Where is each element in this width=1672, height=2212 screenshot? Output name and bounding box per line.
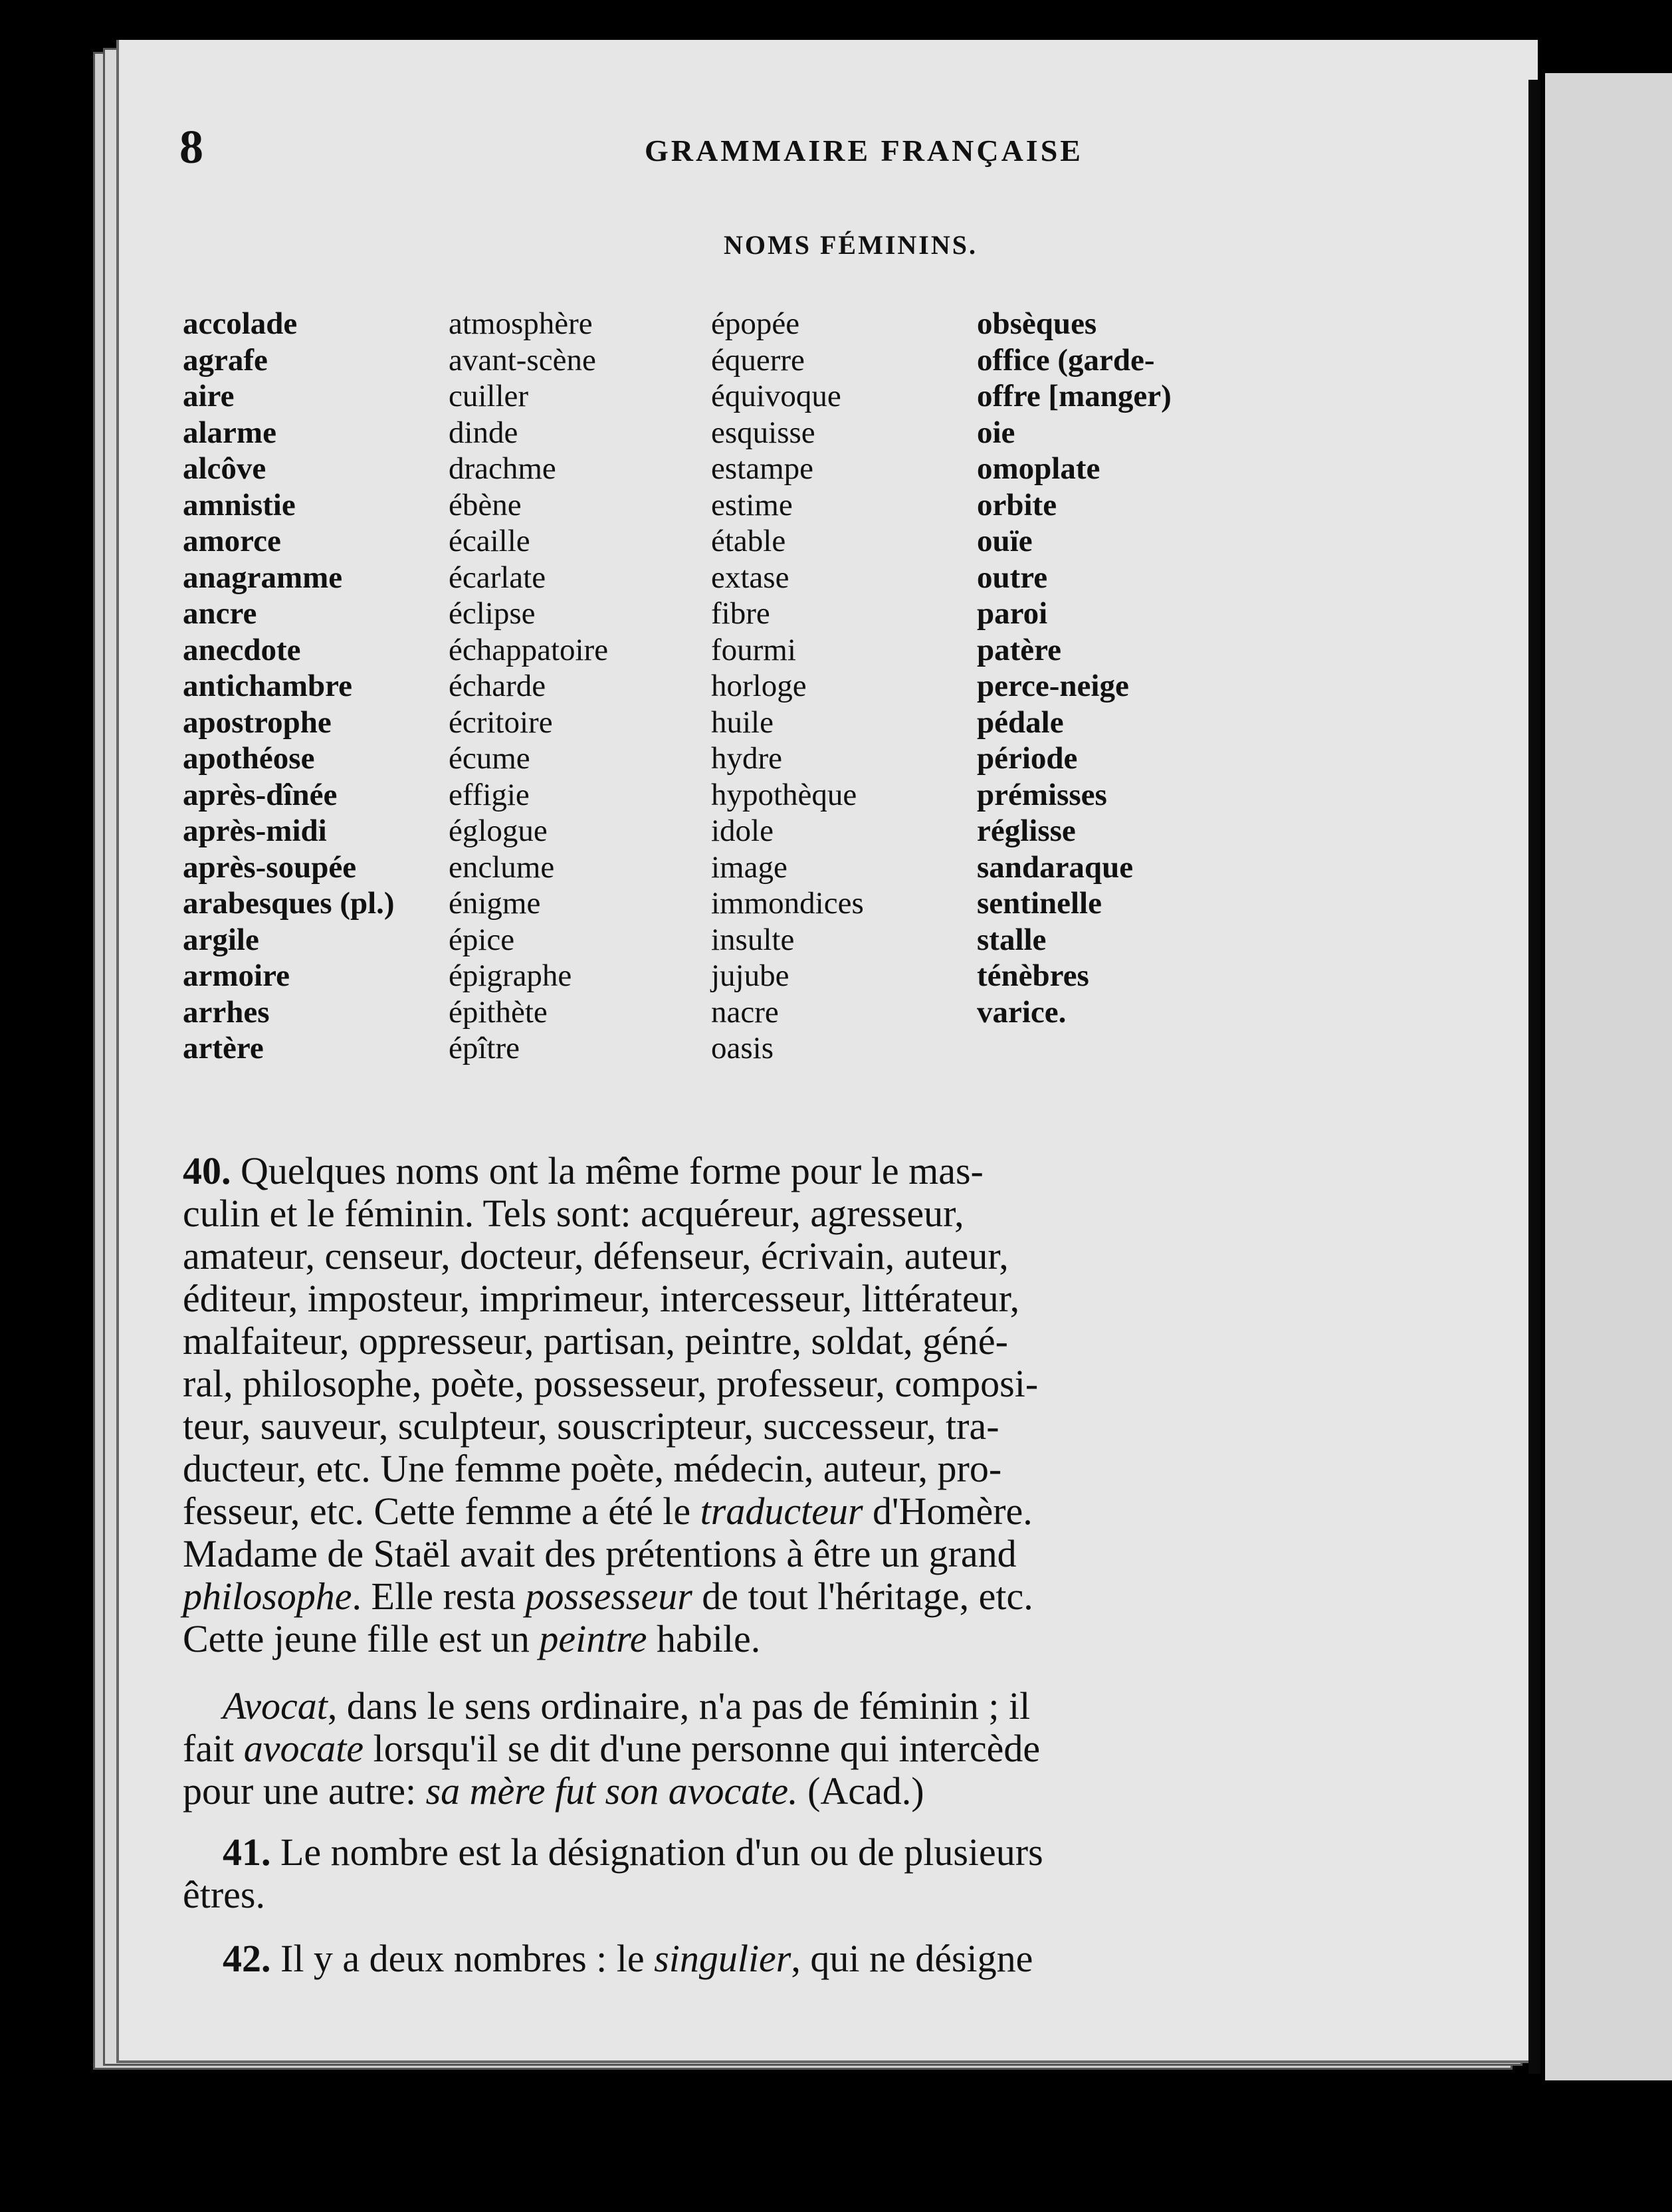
- word-entry: ébène: [449, 487, 522, 522]
- word-entry: enclume: [449, 849, 555, 885]
- italic-term: Avocat: [223, 1684, 328, 1727]
- word-entry: épître: [449, 1031, 520, 1065]
- word-entry: amorce: [183, 524, 281, 558]
- text-line: Madame de Staël avait des prétentions à être un grand: [183, 1532, 1017, 1575]
- italic-term: philosophe: [183, 1575, 352, 1618]
- word-entry: atmosphère: [449, 306, 593, 341]
- word-entry: patère: [977, 632, 1062, 667]
- word-entry: oie: [977, 415, 1015, 450]
- word-entry: après-midi: [183, 814, 327, 848]
- text-line: teur, sauveur, sculpteur, souscripteur, successeur, tra-: [183, 1404, 999, 1448]
- text-line: ral, philosophe, poète, possesseur, professeur, composi-: [183, 1362, 1039, 1405]
- word-entry: pédale: [977, 705, 1064, 740]
- section-title: NOMS FÉMININS.: [723, 230, 978, 260]
- word-entry: écarlate: [449, 560, 546, 595]
- word-entry: anecdote: [183, 632, 301, 667]
- word-entry: ouïe: [977, 524, 1033, 558]
- word-entry: après-dînée: [183, 777, 338, 812]
- facing-page-edge: [1545, 73, 1672, 2080]
- word-entry: esquisse: [711, 415, 815, 450]
- word-entry: anagramme: [183, 560, 343, 595]
- word-entry: drachme: [449, 451, 556, 486]
- word-entry: écharde: [449, 669, 546, 703]
- word-entry: écaille: [449, 524, 530, 558]
- word-entry: stalle: [977, 922, 1047, 957]
- book-gutter: [1528, 80, 1540, 2074]
- word-entry: écritoire: [449, 705, 553, 740]
- word-entry: énigme: [449, 886, 541, 921]
- word-entry: antichambre: [183, 669, 353, 703]
- paragraph-40: 40. Quelques noms ont la même forme pour le mas- culin et le féminin. Tels sont: acquéreur, agresseur, amateur, censeur, docteur, défenseur, écrivain, auteur, éditeur, imposteur, imprimeur, intercesseur, littérateur, malfaiteur, oppresseur, partisan, peintre, soldat, géné- ral, philosophe, poète, possesseur, professeur, composi- teur, sauveur, sculpteur, souscripteur, successeur, tra- ducteur, etc. Une femme poète, médecin, auteur, pro- fesseur, etc. Cette femme a été le traducteur d'Homère. Madame de Staël avait des prétentions à être un grand philosophe. Elle resta possesseur de tout l'héritage, etc. Cette jeune fille est un peintre habile.: [183, 1150, 1359, 1660]
- page-number: 8: [179, 120, 203, 173]
- word-entry: argile: [183, 922, 259, 957]
- word-entry: écume: [449, 741, 530, 776]
- italic-term: traducteur: [700, 1490, 863, 1533]
- word-entry: alarme: [183, 415, 276, 450]
- word-entry: églogue: [449, 814, 548, 848]
- word-entry: estampe: [711, 451, 813, 486]
- word-entry: aire: [183, 379, 235, 413]
- word-entry: immondices: [711, 886, 864, 921]
- word-entry: varice.: [977, 994, 1067, 1030]
- word-entry: ténèbres: [977, 958, 1089, 993]
- word-entry: obsèques: [977, 306, 1097, 341]
- word-entry: épithète: [449, 994, 548, 1030]
- word-entry: artère: [183, 1031, 264, 1065]
- word-entry: sentinelle: [977, 886, 1102, 921]
- text-line: fesseur, etc. Cette femme a été le: [183, 1490, 700, 1533]
- paragraph-number: 41.: [223, 1830, 271, 1874]
- word-entry: fourmi: [711, 632, 796, 667]
- word-entry: horloge: [711, 669, 807, 703]
- word-column-4: [977, 306, 1172, 1030]
- italic-term: avocate: [243, 1727, 364, 1770]
- word-entry: période: [977, 741, 1078, 776]
- word-entry: office (garde-: [977, 342, 1155, 378]
- italic-example: sa mère fut son avocate.: [425, 1769, 798, 1813]
- word-entry: orbite: [977, 487, 1057, 522]
- text-line: ducteur, etc. Une femme poète, médecin, auteur, pro-: [183, 1447, 1002, 1490]
- word-entry: agrafe: [183, 342, 268, 378]
- word-entry: prémisses: [977, 777, 1107, 812]
- word-entry: apothéose: [183, 741, 315, 776]
- word-entry: arrhes: [183, 994, 270, 1030]
- word-entry: épigraphe: [449, 958, 572, 993]
- word-entry: outre: [977, 560, 1048, 595]
- word-entry: équerre: [711, 342, 805, 378]
- italic-term: peintre: [539, 1617, 647, 1660]
- word-column-2: [449, 306, 608, 1067]
- word-entry: avant-scène: [449, 342, 596, 378]
- word-entry: réglisse: [977, 814, 1076, 848]
- word-entry: huile: [711, 705, 774, 740]
- paragraph-41: 41. Le nombre est la désignation d'un ou de plusieurs êtres.: [183, 1831, 1359, 1916]
- word-entry: omoplate: [977, 451, 1100, 486]
- word-entry: dinde: [449, 415, 518, 450]
- word-entry: arabesques (pl.): [183, 886, 395, 921]
- word-column-3: [711, 306, 864, 1067]
- word-entry: hydre: [711, 741, 783, 776]
- word-entry: éclipse: [449, 596, 536, 631]
- word-entry: estime: [711, 487, 793, 522]
- word-entry: idole: [711, 814, 774, 848]
- word-entry: effigie: [449, 777, 530, 812]
- word-entry: échappatoire: [449, 632, 609, 667]
- word-entry: étable: [711, 524, 786, 558]
- word-entry: perce-neige: [977, 669, 1129, 703]
- paragraph-number: 40.: [183, 1149, 231, 1192]
- text-line: amateur, censeur, docteur, défenseur, écrivain, auteur,: [183, 1234, 1009, 1277]
- word-entry: insulte: [711, 922, 795, 957]
- word-entry: amnistie: [183, 487, 296, 522]
- word-entry: offre [manger): [977, 379, 1172, 413]
- word-entry: extase: [711, 560, 789, 595]
- word-entry: image: [711, 849, 787, 885]
- word-entry: cuiller: [449, 379, 529, 413]
- word-entry: épopée: [711, 306, 800, 341]
- paragraph-number: 42.: [223, 1937, 271, 1980]
- word-entry: accolade: [183, 306, 298, 341]
- italic-term: singulier: [654, 1937, 791, 1980]
- italic-term: possesseur: [525, 1575, 692, 1618]
- word-entry: épice: [449, 922, 515, 957]
- text-line: malfaiteur, oppresseur, partisan, peintre, soldat, géné-: [183, 1319, 1008, 1363]
- paragraph-avocat: Avocat, dans le sens ordinaire, n'a pas de féminin ; il fait avocate lorsqu'il se dit d'une personne qui intercède pour une autre: sa mère fut son avocate. (Acad.): [183, 1684, 1041, 1813]
- word-entry: alcôve: [183, 451, 266, 486]
- word-entry: ancre: [183, 596, 257, 631]
- word-entry: oasis: [711, 1031, 774, 1065]
- word-column-1: [183, 306, 395, 1067]
- running-title: GRAMMAIRE FRANÇAISE: [645, 134, 1083, 167]
- word-entry: hypothèque: [711, 777, 857, 812]
- word-entry: paroi: [977, 596, 1048, 631]
- text-line: éditeur, imposteur, imprimeur, intercesseur, littérateur,: [183, 1277, 1020, 1320]
- word-entry: jujube: [711, 958, 789, 993]
- word-entry: équivoque: [711, 379, 841, 413]
- word-entry: armoire: [183, 958, 290, 993]
- text-line: Quelques noms ont la même forme pour le mas-: [241, 1149, 984, 1192]
- word-entry: sandaraque: [977, 849, 1134, 885]
- word-entry: apostrophe: [183, 705, 332, 740]
- paragraph-42: 42. Il y a deux nombres : le singulier, qui ne désigne: [223, 1937, 1033, 1980]
- text-line: culin et le féminin. Tels sont: acquéreur, agresseur,: [183, 1192, 964, 1235]
- word-entry: nacre: [711, 994, 779, 1030]
- word-entry: fibre: [711, 596, 770, 631]
- text-line: êtres.: [183, 1873, 265, 1916]
- word-entry: après-soupée: [183, 849, 357, 885]
